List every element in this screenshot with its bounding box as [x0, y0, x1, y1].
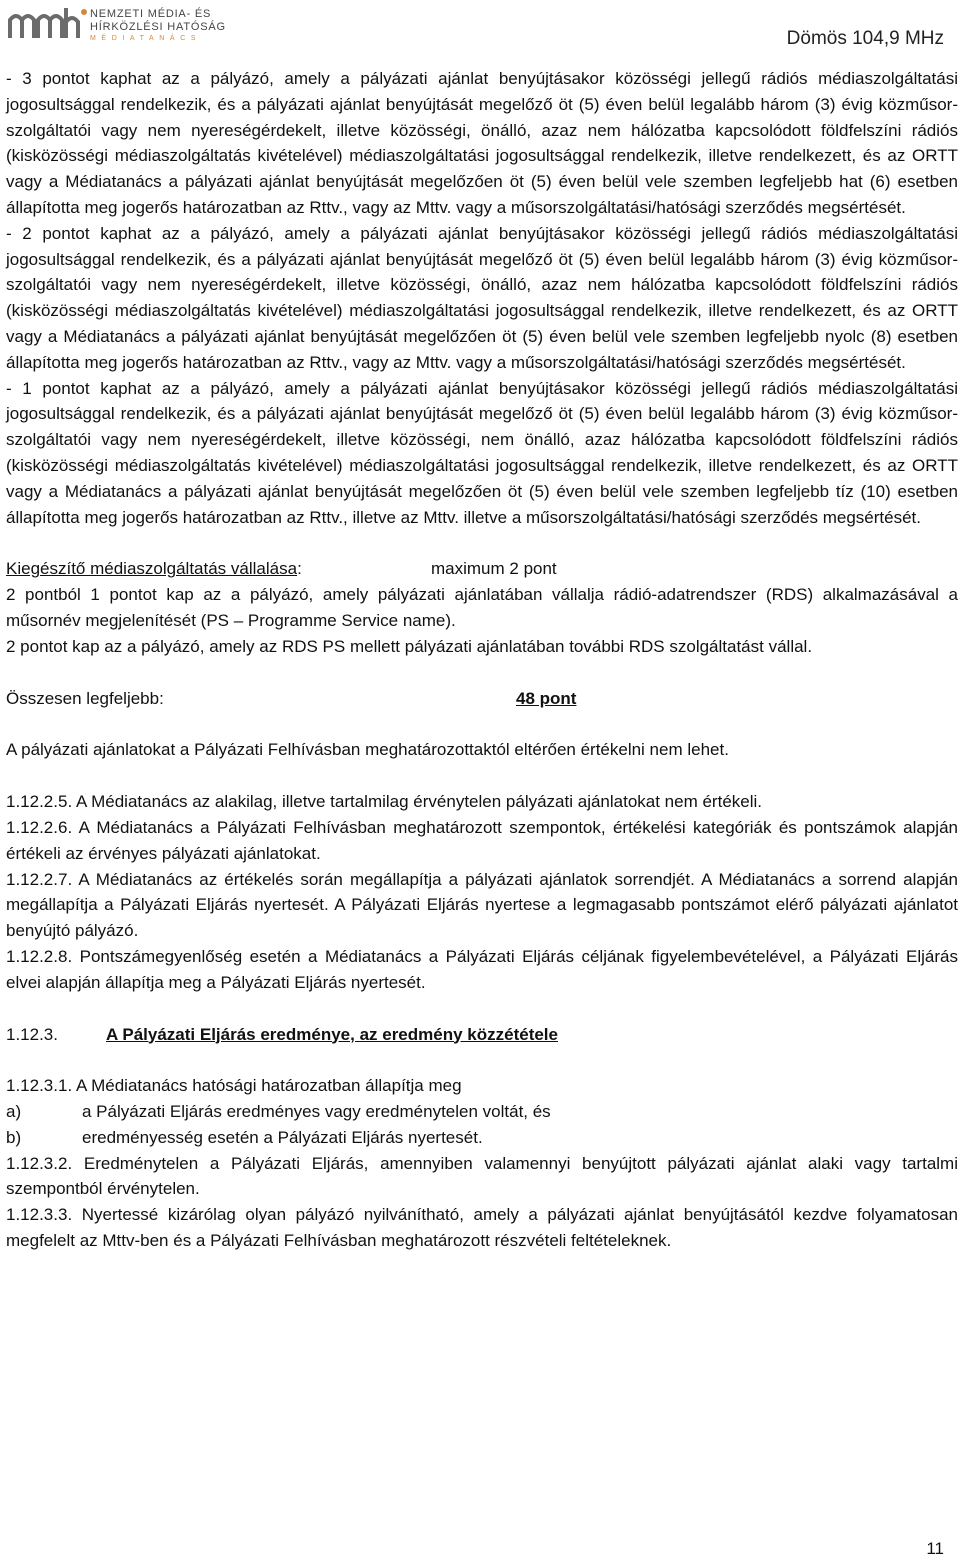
section-number: 1.12.2.8.: [6, 946, 73, 966]
kiegeszito-value: maximum 2 pont: [431, 559, 557, 579]
section-1-12-3-2: [6, 1151, 958, 1203]
kiegeszito-label: Kiegészítő médiaszolgáltatás vállalása: [6, 559, 298, 579]
bullet-3-points: - 3 pontot kaphat az a pályázó, amely a pályázati ajánlat benyújtásakor közösségi jellegű rádiós médiaszolgáltatási jogosultsággal rendelkezik, és a pályázati ajánlat benyújtását megelőző öt (5) éven belül legalább három (3) évig közműsor-szolgáltatói vagy nem nyereségérdekelt, illetve közösségi, önálló, azaz nem hálózatba kapcsolódott földfelszíni rádiós (kisközösségi médiaszolgáltatás kivételével) médiaszolgáltatási jogosultsággal rendelkezik, illetve rendelkezett, és az ORTT vagy a Médiatanács a pályázati ajánlat benyújtását megelőzően öt (5) éven belül vele szemben legfeljebb hat (6) esetben állapította meg jogerős határozatban az Rttv., vagy az Mttv. vagy a műsorszolgáltatási/hatósági szerződés megsértését.: [6, 69, 958, 217]
kiegeszito-colon: :: [297, 559, 302, 579]
section-number: 1.12.3.2.: [6, 1153, 73, 1173]
section-text: A Médiatanács az alakilag, illetve tartalmilag érvénytelen pályázati ajánlatokat nem értékeli.: [75, 792, 763, 812]
section-heading-1-12-3: [6, 1022, 958, 1048]
section-text: Nyertessé kizárólag olyan pályázó nyilvánítható, amely a pályázati ajánlat benyújtásától kezdve folyamatosan megfelelt az Mttv-ben és a Pályázati Felhívásban meghatározott részvételi feltételeknek.: [6, 1205, 958, 1251]
osszesen-row: [6, 686, 958, 712]
logo-text-line3: MÉDIATANÁCS: [90, 35, 202, 42]
heading-number: 1.12.3.: [6, 1024, 58, 1044]
list-label: a): [6, 1102, 22, 1122]
station-title: Dömös 104,9 MHz: [786, 28, 944, 49]
section-number: 1.12.2.6.: [6, 817, 73, 837]
section-1-12-2-6: [6, 815, 958, 867]
kiegeszito-paragraph-1: 2 pontból 1 pontot kap az a pályázó, amely pályázati ajánlatában vállalja rádió-adatrendszer (RDS) alkalmazásával a műsornév megjelenítését (PS – Programme Service name).: [6, 585, 958, 630]
osszesen-label: Összesen legfeljebb:: [6, 688, 164, 708]
section-1-12-3-3: [6, 1202, 958, 1254]
nmhh-logo-mark-icon: [8, 4, 88, 44]
page-header: [0, 0, 960, 56]
kiegeszito-row: [6, 556, 958, 582]
section-number: 1.12.2.7.: [6, 869, 73, 889]
document-body: [6, 66, 958, 1254]
heading-title: A Pályázati Eljárás eredménye, az eredmény közzététele: [106, 1024, 558, 1044]
section-number: 1.12.3.3.: [6, 1205, 73, 1225]
list-text: a Pályázati Eljárás eredményes vagy eredménytelen voltát, és: [82, 1102, 551, 1122]
bullet-1-point: - 1 pontot kaphat az a pályázó, amely a pályázati ajánlat benyújtásakor közösségi jellegű rádiós médiaszolgáltatási jogosultsággal rendelkezik, és a pályázati ajánlat benyújtását megelőző öt (5) éven belül legalább három (3) évig közműsor-szolgáltatói vagy nem nyereségérdekelt, illetve közösségi, nem önálló, azaz hálózatba kapcsolódott földfelszíni rádiós (kisközösségi médiaszolgáltatás kivételével) médiaszolgáltatási jogosultsággal rendelkezik, illetve rendelkezett, és az ORTT vagy a Médiatanács a pályázati ajánlat benyújtását megelőzően öt (5) éven belül vele szemben legfeljebb tíz (10) esetben állapította meg jogerős határozatban az Rttv., illetve az Mttv. illetve a műsorszolgáltatási/hatósági szerződés megsértését.: [6, 378, 958, 527]
page-number: 11: [926, 1539, 944, 1558]
section-text: Eredménytelen a Pályázati Eljárás, amennyiben valamennyi benyújtott pályázati ajánlat alaki vagy tartalmi szempontból érvénytelen.: [6, 1153, 958, 1199]
section-1-12-2-5: [6, 789, 958, 815]
ertekelni-paragraph: A pályázati ajánlatokat a Pályázati Felhívásban meghatározottaktól eltérően értékelni nem lehet.: [6, 740, 729, 760]
section-text: A Médiatanács hatósági határozatban állapítja meg: [75, 1076, 462, 1096]
list-text: eredményesség esetén a Pályázati Eljárás nyertesét.: [82, 1127, 483, 1147]
section-text: Pontszámegyenlőség esetén a Médiatanács a Pályázati Eljárás céljának figyelembevételével, a Pályázati Eljárás elvei alapján állapítja meg a Pályázati Eljárás nyertesét.: [6, 946, 958, 992]
list-item-a: [6, 1099, 958, 1125]
logo-text-line2: HÍRKÖZLÉSI HATÓSÁG: [90, 21, 226, 33]
kiegeszito-paragraph-2: 2 pontot kap az a pályázó, amely az RDS PS mellett pályázati ajánlatában további RDS szolgáltatást vállal.: [6, 636, 813, 656]
section-number: 1.12.3.1.: [6, 1076, 73, 1096]
section-1-12-3-1: [6, 1073, 958, 1099]
section-text: A Médiatanács a Pályázati Felhívásban meghatározott szempontok, értékelési kategóriák és pontszámok alapján értékeli az érvényes pályázati ajánlatokat.: [6, 817, 958, 863]
osszesen-value: 48 pont: [516, 688, 577, 708]
bullet-2-points: - 2 pontot kaphat az a pályázó, amely a pályázati ajánlat benyújtásakor közösségi jellegű rádiós médiaszolgáltatási jogosultsággal rendelkezik, és a pályázati ajánlat benyújtását megelőző öt (5) éven belül legalább három (3) évig közműsor-szolgáltatói vagy nem nyereségérdekelt, illetve közösségi, önálló, azaz nem hálózatba kapcsolódott földfelszíni rádiós (kisközösségi médiaszolgáltatás kivételével) médiaszolgáltatási jogosultsággal rendelkezik, illetve rendelkezett, és az ORTT vagy a Médiatanács a pályázati ajánlat benyújtását megelőzően öt (5) éven belül vele szemben legfeljebb nyolc (8) esetben állapította meg jogerős határozatban az Rttv., vagy az Mttv. vagy a műsorszolgáltatási/hatósági szerződés megsértését.: [6, 223, 958, 372]
section-text: A Médiatanács az értékelés során megállapítja a pályázati ajánlatok sorrendjét. A Médiatanács a sorrend alapján megállapítja a Pályázati Eljárás nyertesét. A Pályázati Eljárás nyertese a legmagasabb pontszámot elérő pályázati ajánlatot benyújtó pályázó.: [6, 869, 958, 941]
logo-text-line1: NEMZETI MÉDIA- ÉS: [90, 8, 212, 20]
section-1-12-2-8: [6, 944, 958, 996]
section-1-12-2-7: [6, 867, 958, 944]
nmhh-logo: [8, 4, 238, 44]
list-item-b: [6, 1125, 958, 1151]
list-label: b): [6, 1127, 22, 1147]
section-number: 1.12.2.5.: [6, 792, 73, 812]
